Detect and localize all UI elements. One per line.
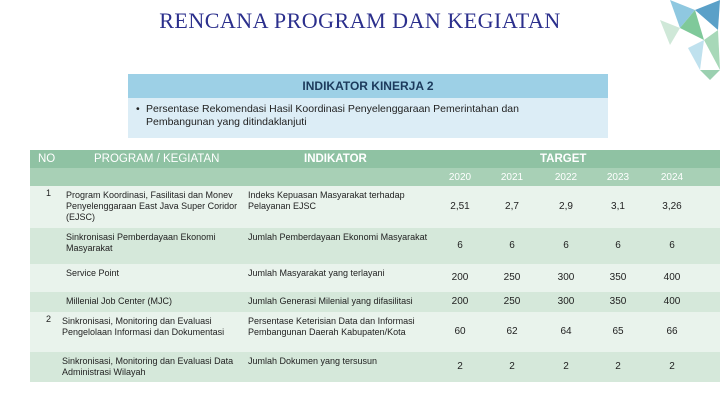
target-value: 300 <box>557 272 575 283</box>
table-header-row <box>30 150 720 168</box>
target-value: 2 <box>457 361 463 372</box>
indikator-kinerja-description <box>128 98 608 138</box>
header-no: NO <box>38 153 56 165</box>
program-cell: Service Point <box>66 268 120 278</box>
target-value: 6 <box>457 240 463 251</box>
target-value: 66 <box>666 326 678 337</box>
program-cell: Sinkronisasi, Monitoring dan Evaluasi Pengelolaan Informasi dan Dokumentasi <box>62 316 225 337</box>
target-value: 400 <box>663 296 681 307</box>
target-value: 2 <box>509 361 515 372</box>
program-cell: Millenial Job Center (MJC) <box>66 296 173 306</box>
indikator-cell: Persentase Keterisian Data dan Informasi Pembangunan Daerah Kabupaten/Kota <box>248 316 415 337</box>
target-value: 200 <box>451 272 469 283</box>
target-value: 3,1 <box>611 201 625 212</box>
program-cell: Sinkronisasi, Monitoring dan Evaluasi Data Administrasi Wilayah <box>62 356 234 377</box>
indikator-cell: Jumlah Pemberdayaan Ekonomi Masyarakat <box>248 232 428 242</box>
table-year-row <box>30 168 720 186</box>
target-value: 6 <box>615 240 621 251</box>
decorative-leaves-icon <box>600 0 720 80</box>
header-year: 2022 <box>554 171 578 183</box>
target-value: 200 <box>451 296 469 307</box>
target-value: 2,9 <box>559 201 573 212</box>
indikator-text-line1: Persentase Rekomendasi Hasil Koordinasi Penyelenggaraan Pemerintahan dan <box>146 103 519 115</box>
header-year: 2024 <box>660 171 684 183</box>
target-value: 250 <box>503 296 521 307</box>
row-number: 1 <box>46 188 52 198</box>
target-value: 62 <box>506 326 518 337</box>
header-year: 2020 <box>448 171 472 183</box>
target-value: 2 <box>669 361 675 372</box>
target-value: 400 <box>663 272 681 283</box>
target-value: 6 <box>563 240 569 251</box>
target-value: 300 <box>557 296 575 307</box>
indikator-cell: Indeks Kepuasan Masyarakat terhadap Pelayanan EJSC <box>248 190 405 211</box>
indikator-cell: Jumlah Masyarakat yang terlayani <box>248 268 385 278</box>
target-value: 60 <box>454 326 466 337</box>
indikator-cell: Jumlah Dokumen yang tersusun <box>248 356 378 366</box>
program-cell: Sinkronisasi Pemberdayaan Ekonomi Masyarakat <box>66 232 216 253</box>
bullet: • <box>136 103 140 115</box>
header-indikator: INDIKATOR <box>304 153 367 165</box>
target-value: 2,7 <box>505 201 519 212</box>
target-value: 6 <box>509 240 515 251</box>
page-title: RENCANA PROGRAM DAN KEGIATAN <box>159 8 561 33</box>
target-value: 2 <box>563 361 569 372</box>
target-value: 2,51 <box>450 201 470 212</box>
header-year: 2023 <box>606 171 630 183</box>
target-value: 250 <box>503 272 521 283</box>
indikator-text-line2: Pembangunan yang ditindaklanjuti <box>146 116 307 128</box>
target-value: 6 <box>669 240 675 251</box>
indikator-kinerja-heading: INDIKATOR KINERJA 2 <box>128 74 608 98</box>
target-value: 3,26 <box>662 201 682 212</box>
target-value: 350 <box>609 296 627 307</box>
target-value: 65 <box>612 326 624 337</box>
target-value: 2 <box>615 361 621 372</box>
program-cell: Program Koordinasi, Fasilitasi dan Monev Penyelenggaraan East Java Super Coridor (EJSC) <box>66 190 238 222</box>
target-value: 350 <box>609 272 627 283</box>
header-year: 2021 <box>500 171 524 183</box>
indikator-cell: Jumlah Generasi Milenial yang difasilitasi <box>248 296 413 306</box>
header-program: PROGRAM / KEGIATAN <box>94 153 220 165</box>
header-target: TARGET <box>540 153 587 165</box>
row-number: 2 <box>46 314 52 324</box>
target-value: 64 <box>560 326 572 337</box>
